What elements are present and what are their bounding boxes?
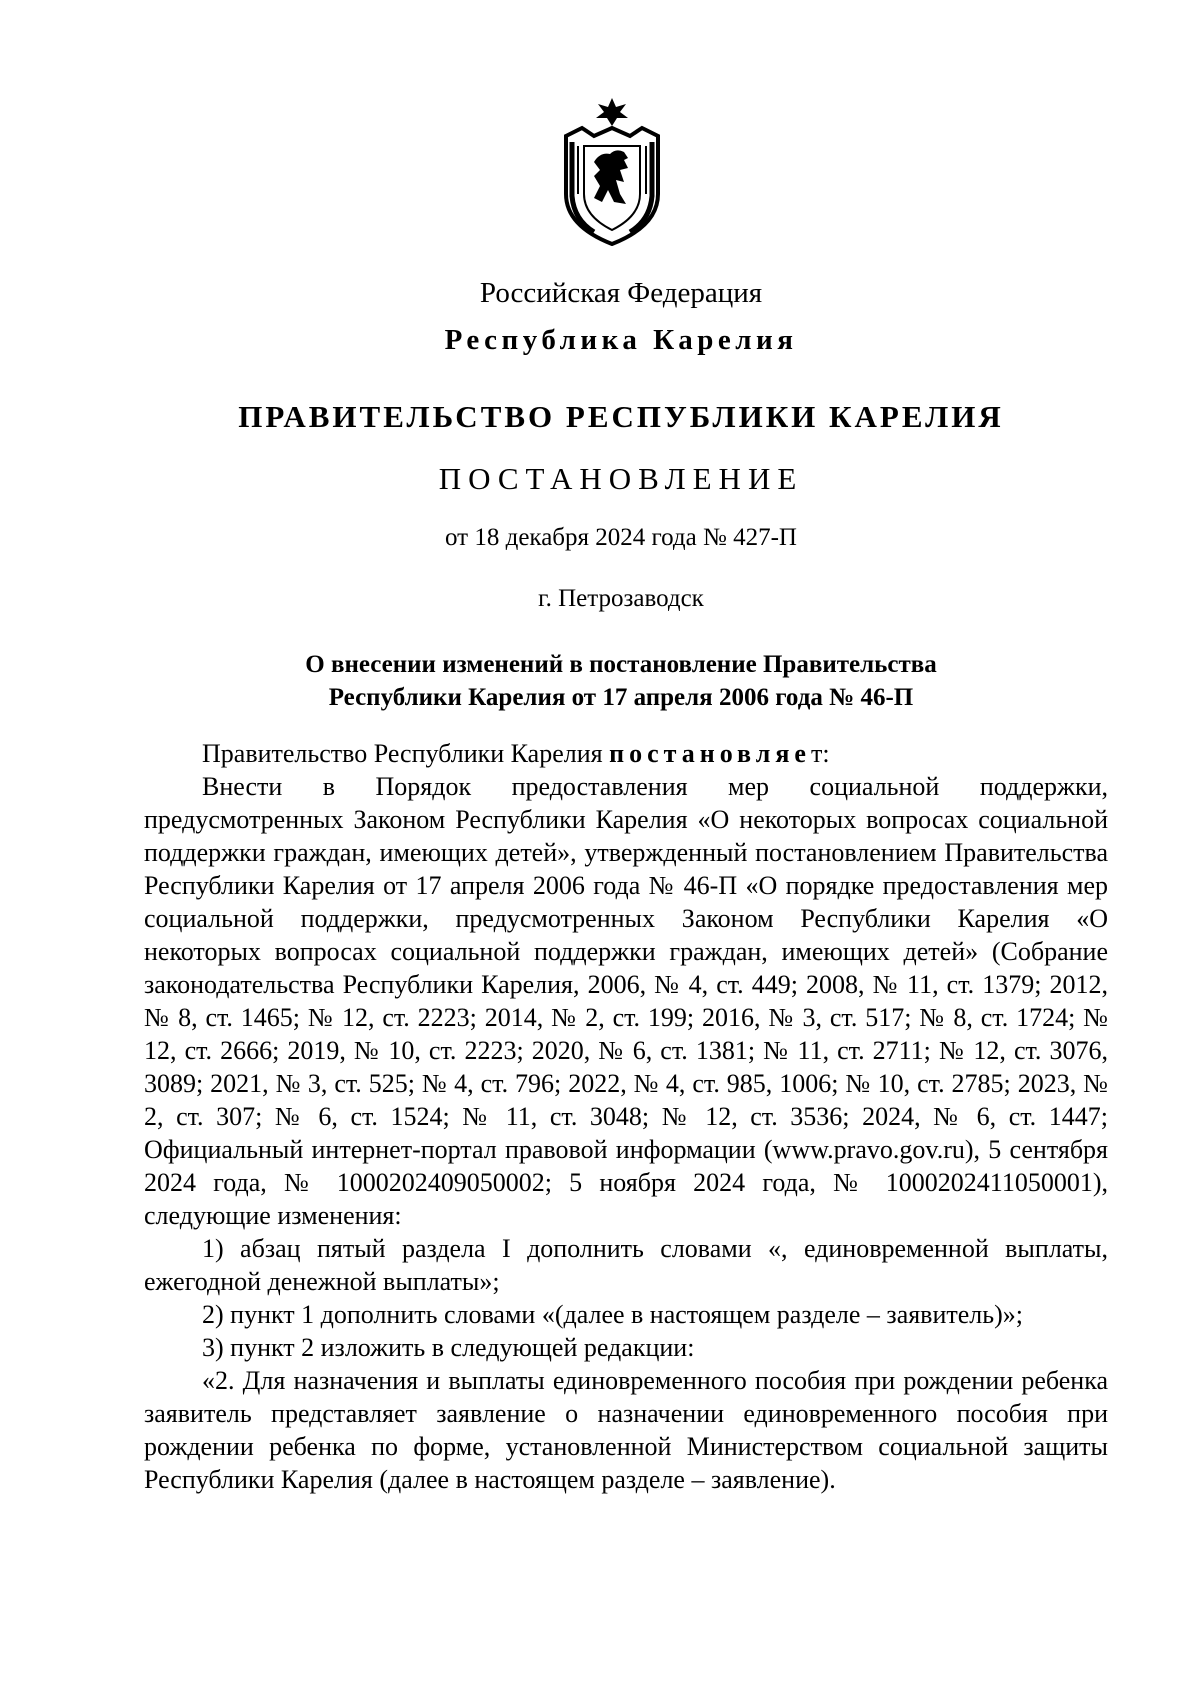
intro-paragraph xyxy=(144,737,1108,770)
paragraph-item-3: 3) пункт 2 изложить в следующей редакции: xyxy=(202,1333,695,1362)
karelia-coat-of-arms-icon xyxy=(554,98,670,246)
republic-name: Республика Карелия xyxy=(444,324,798,356)
intro-prefix: Правительство Республики Карелия xyxy=(202,739,610,768)
intro-spaced-word: постановляе xyxy=(609,739,811,768)
country-name: Российская Федерация xyxy=(479,277,763,309)
paragraph-item-1: 1) абзац пятый раздела I дополнить словами «, единовременной выплаты, ежегодной денежной выплаты»; xyxy=(144,1234,1108,1296)
document-title xyxy=(0,648,1200,714)
title-line-2: Республики Карелия от 17 апреля 2006 года № 46-П xyxy=(328,684,914,711)
document-city: г. Петрозаводск xyxy=(538,585,704,612)
paragraph-quote: «2. Для назначения и выплаты единовременного пособия при рождении ребенка заявитель представляет заявление о назначении единовременного пособия при рождении ребенка по форме, установленной Министерством социальной защиты Республики Карелия (далее в настоящем разделе – заявление). xyxy=(144,1366,1108,1494)
intro-suffix: т: xyxy=(810,739,830,768)
paragraph-item-2: 2) пункт 1 дополнить словами «(далее в настоящем разделе – заявитель)»; xyxy=(202,1300,1023,1329)
paragraph-main: Внести в Порядок предоставления мер социальной поддержки, предусмотренных Законом Республики Карелия «О некоторых вопросах социальной поддержки граждан, имеющих детей», утвержденный постановлением Правительства Республики Карелия от 17 апреля 2006 года № 46-П «О порядке предоставления мер социальной поддержки, предусмотренных Законом Республики Карелия «О некоторых вопросах социальной поддержки граждан, имеющих детей» (Собрание законодательства Республики Карелия, 2006, № 4, ст. 449; 2008, № 11, ст. 1379; 2012, № 8, ст. 1465; № 12, ст. 2223; 2014, № 2, ст. 199; 2016, № 3, ст. 517; № 8, ст. 1724; № 12, ст. 2666; 2019, № 10, ст. 2223; 2020, № 6, ст. 1381; № 11, ст. 2711; № 12, ст. 3076, 3089; 2021, № 3, ст. 525; № 4, ст. 796; 2022, № 4, ст. 985, 1006; № 10, ст. 2785; 2023, № 2, ст. 307; № 6, ст. 1524; № 11, ст. 3048; № 12, ст. 3536; 2024, № 6, ст. 1447; Официальный интернет-портал правовой информации (www.pravo.gov.ru), 5 сентября 2024 года, № 1000202409050002; 5 ноября 2024 года, № 1000202411050001), следующие изменения: xyxy=(144,772,1108,1230)
document-body xyxy=(144,737,1108,1496)
document-date-number: от 18 декабря 2024 года № 427-П xyxy=(445,524,797,551)
title-line-1: О внесении изменений в постановление Правительства xyxy=(305,651,937,678)
government-name: ПРАВИТЕЛЬСТВО РЕСПУБЛИКИ КАРЕЛИЯ xyxy=(238,399,1004,434)
document-type: ПОСТАНОВЛЕНИЕ xyxy=(438,461,804,496)
